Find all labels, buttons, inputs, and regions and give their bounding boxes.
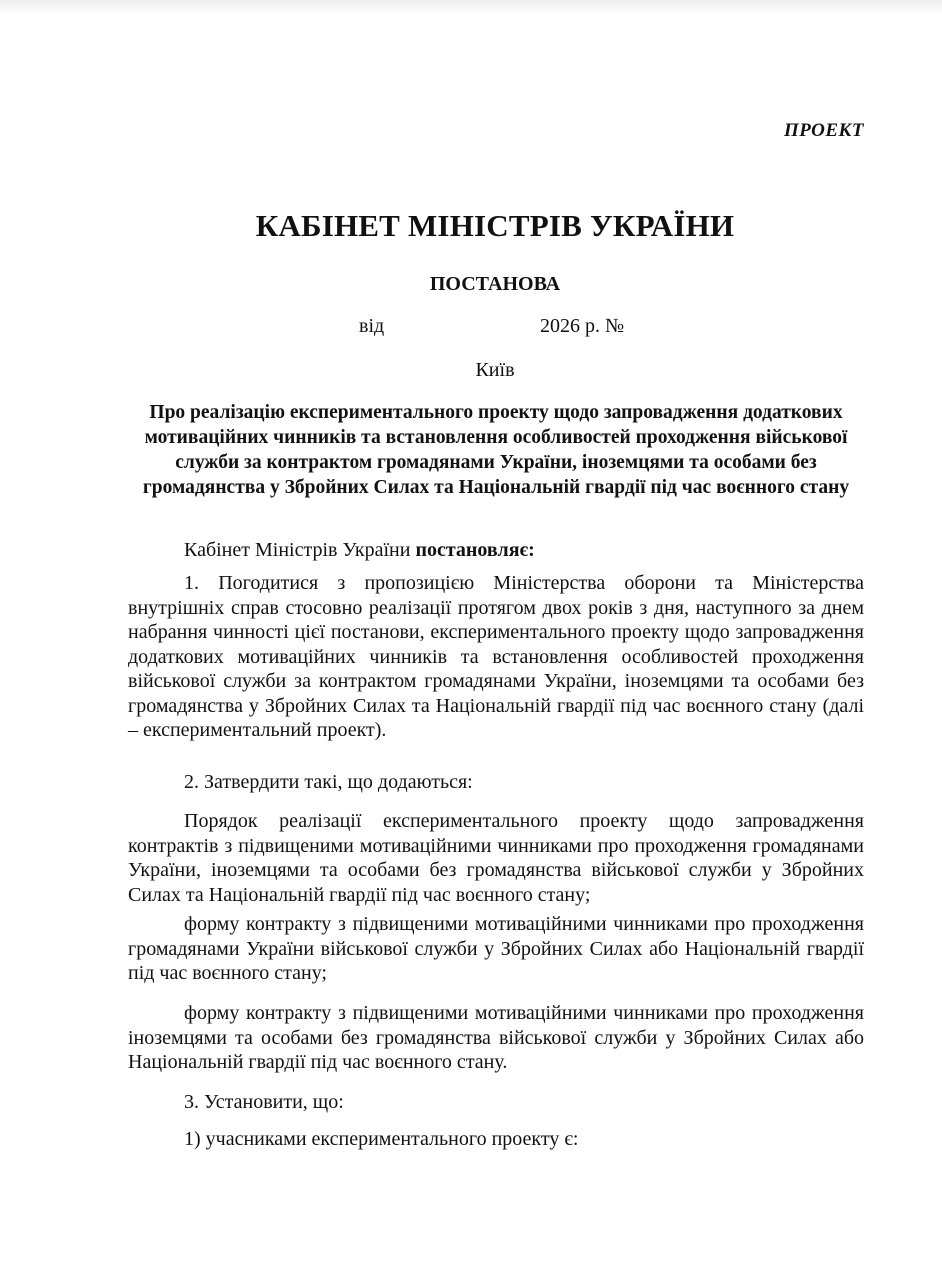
scan-shadow [0, 0, 942, 14]
paragraph-2-item-1-text: Порядок реалізації експериментального проекту щодо запровадження контрактів з підвищеними мотиваційними чинниками про проходження громадянами України, іноземцями та особами без громадянства військової служби у Збройних Силах та Національній гвардії під час воєнного стану; [128, 810, 864, 906]
paragraph-2-item-1 [128, 809, 864, 907]
preamble-verb: постановляє: [415, 539, 535, 561]
paragraph-2-item-2 [128, 912, 864, 986]
preamble-text: Кабінет Міністрів України [184, 539, 416, 561]
paragraph-2-item-3 [128, 1001, 864, 1075]
paragraph-2-text: 2. Затвердити такі, що додаються: [184, 771, 473, 793]
paragraph-1 [128, 571, 864, 743]
paragraph-2 [128, 770, 864, 795]
resolution-title: Про реалізацію експериментального проекту щодо запровадження додаткових мотиваційних чинників та встановлення особливостей проходження військової служби за контрактом громадянами України, іноземцями та особами без громадянства у Збройних Силах та Національній гвардії під час воєнного стану [142, 402, 850, 498]
document-type: ПОСТАНОВА [429, 273, 561, 295]
paragraph-2-item-2-text: форму контракту з підвищеними мотиваційними чинниками про проходження громадянами України військової служби у Збройних Силах або Національній гвардії під час воєнного стану; [128, 913, 864, 984]
paragraph-3-item-1 [128, 1127, 864, 1152]
paragraph-3-text: 3. Установити, що: [184, 1091, 344, 1113]
draft-stamp: ПРОЕКТ [783, 120, 864, 141]
paragraph-3-item-1-text: 1) учасниками експериментального проекту є: [184, 1128, 579, 1150]
date-year-number: 2026 р. № [540, 315, 625, 337]
organization-heading: КАБІНЕТ МІНІСТРІВ УКРАЇНИ [255, 208, 735, 243]
date-from-label: від [359, 315, 385, 337]
paragraph-1-text: 1. Погодитися з пропозицією Міністерства оборони та Міністерства внутрішніх справ стосовно реалізації протягом двох років з дня, наступного за днем набрання чинності цієї постанови, експериментального проекту щодо запровадження додаткових мотиваційних чинників та встановлення особливостей проходження військової служби за контрактом громадянами України, іноземцями та особами без громадянства у Збройних Силах та Національній гвардії під час воєнного стану (далі – експериментальний проект). [128, 572, 864, 741]
paragraph-2-item-3-text: форму контракту з підвищеними мотиваційними чинниками про проходження іноземцями та особами без громадянства військової служби у Збройних Силах або Національній гвардії під час воєнного стану. [128, 1002, 864, 1073]
preamble [128, 538, 864, 563]
paragraph-3 [128, 1090, 864, 1115]
city: Київ [475, 359, 515, 381]
